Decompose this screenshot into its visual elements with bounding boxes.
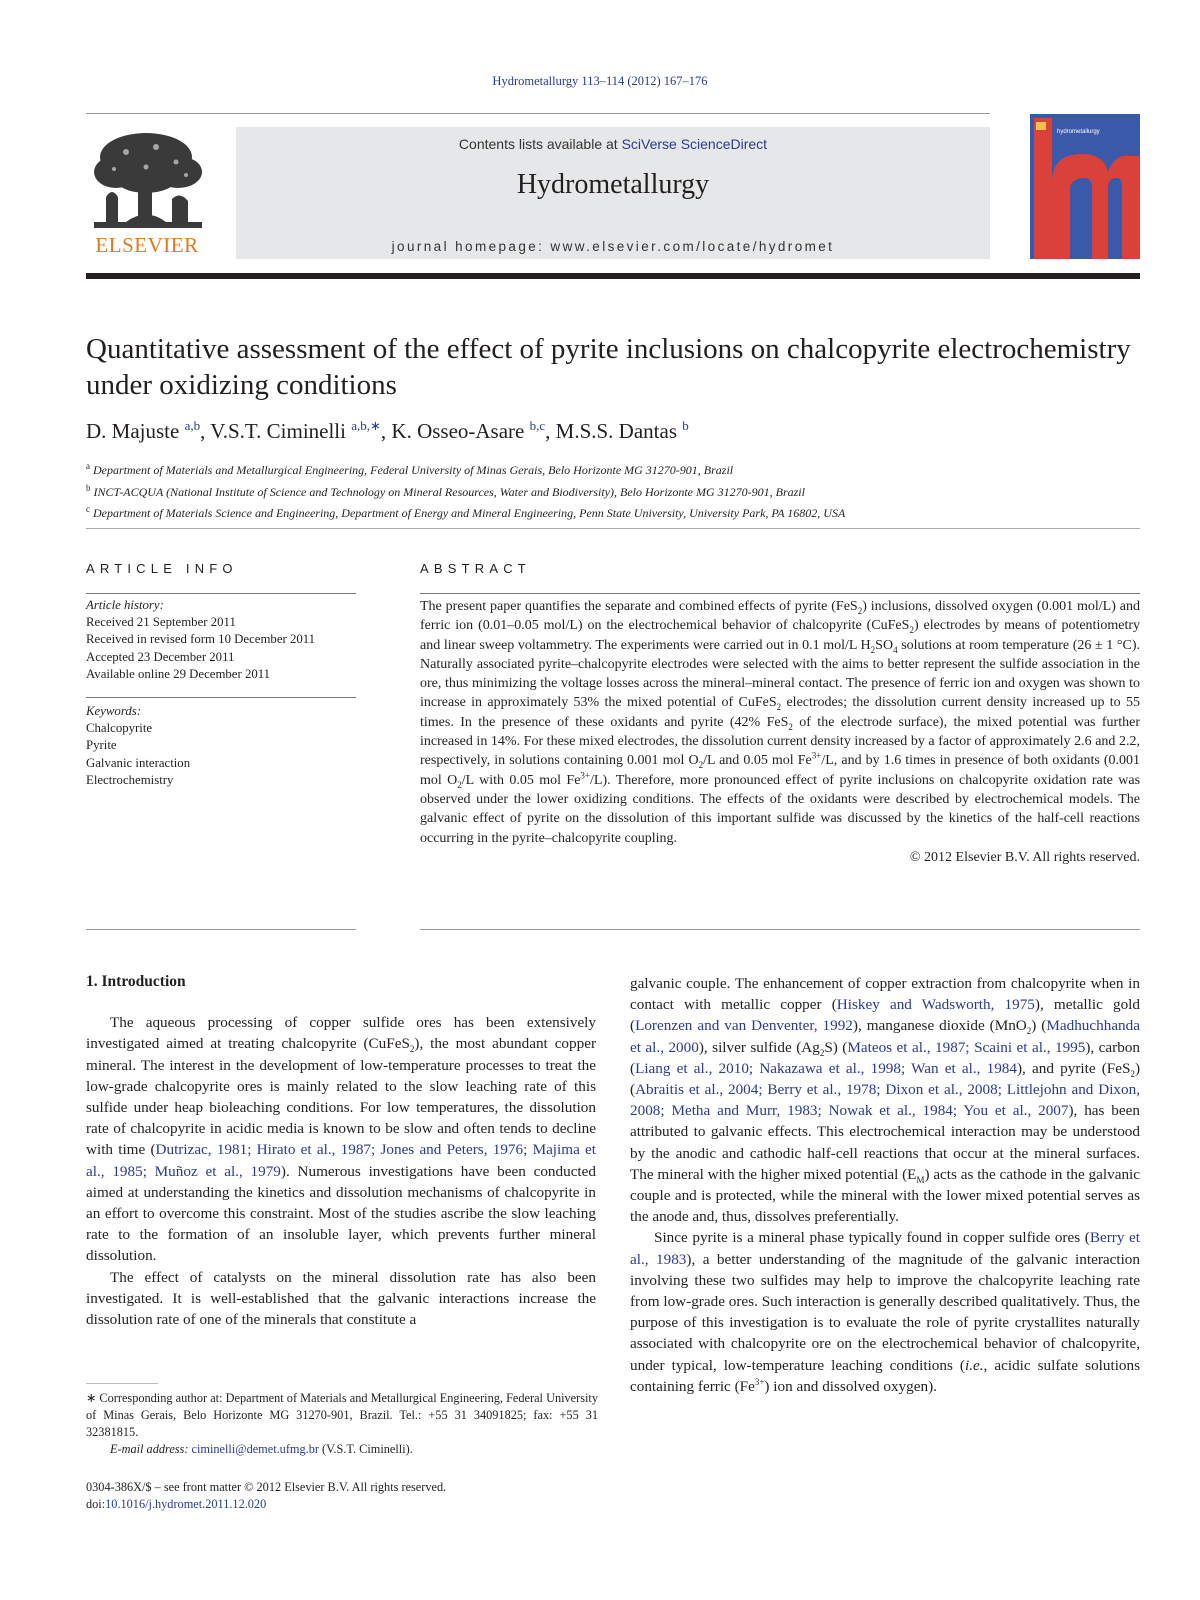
sciencedirect-link[interactable]: SciVerse ScienceDirect <box>621 136 768 152</box>
abstract-heading: ABSTRACT <box>420 561 531 576</box>
author-separator: , <box>200 419 211 443</box>
keyword[interactable]: Galvanic interaction <box>86 755 191 770</box>
affiliation-key: c <box>86 504 90 514</box>
author-name[interactable]: V.S.T. Ciminelli <box>210 419 346 443</box>
affiliation-key: a <box>86 461 90 471</box>
email-owner: (V.S.T. Ciminelli). <box>322 1442 413 1456</box>
history-item: Available online 29 December 2011 <box>86 666 271 681</box>
hydrometallurgy-cover-icon <box>1030 114 1140 259</box>
doi-line <box>86 1496 446 1513</box>
citation-link[interactable]: Dutrizac, 1981; Hirato et al., 1987; Jones and Peters, 1976; Majima et al., 1985; Muñoz et al., 1979 <box>86 1141 596 1180</box>
history-item: Received in revised form 10 December 2011 <box>86 632 316 647</box>
citation-link[interactable]: Lorenzen and van Denventer, 1992 <box>635 1017 853 1035</box>
citation-link[interactable]: Berry et al., 1983 <box>630 1229 1140 1268</box>
author-name[interactable]: D. Majuste <box>86 419 180 443</box>
article-info-rule <box>86 593 356 594</box>
body-paragraph: Since pyrite is a mineral phase typically found in copper sulfide ores (Berry et al., 1983), a better understanding of the magnitude of the galvanic interaction involving these two sulfides may help to improve the chalcopyrite leaching rate from low-grade ores. Such interaction is generally described qualitatively. Thus, the purpose of this investigation is to evaluate the role of pyrite crystallites naturally associated with chalcopyrite ore on the electrochemical behavior of chalcopyrite, under typical, low-temperature leaching conditions (i.e., acidic sulfate solutions containing ferric $(Fe^{3+})$ ion and dissolved oxygen). <box>630 1229 1141 1395</box>
citation-link[interactable]: Mateos et al., 1987; Scaini et al., 1995 <box>847 1038 1086 1056</box>
keyword[interactable]: Chalcopyrite <box>86 721 153 736</box>
header-thick-rule <box>86 273 1140 279</box>
doi-label: doi: <box>86 1497 106 1511</box>
abstract-rule <box>420 929 1140 930</box>
article-title: Quantitative assessment of the effect of pyrite inclusions on chalcopyrite electrochemistry under oxidizing conditions <box>86 333 1131 401</box>
issn-line: 0304-386X/$ – see front matter © 2012 Elsevier B.V. All rights reserved. <box>86 1480 447 1494</box>
citation-link[interactable]: Abraitis et al., 2004; Berry et al., 1978; Dixon et al., 2008; Littlejohn and Dixon, 2008; Metha and Murr, 1983; Nowak et al., 1984; You et al., 2007 <box>630 1081 1140 1120</box>
elsevier-tree-icon <box>86 127 208 233</box>
author-affiliation-marker[interactable]: a,b,∗ <box>351 418 381 433</box>
elsevier-wordmark: ELSEVIER <box>95 233 199 257</box>
corresponding-author-text: ∗ Corresponding author at: Department of Materials and Metallurgical Engineering, Federal University of Minas Gerais, Belo Horizonte MG 31270-901, Brazil. Tel.: +55 31 34091825; fax: +55 31 32381815. <box>86 1391 598 1439</box>
affiliations <box>86 458 1146 523</box>
journal-title: Hydrometallurgy <box>516 169 710 200</box>
corresponding-author-footnote <box>86 1390 598 1458</box>
keywords <box>86 703 356 789</box>
journal-citation[interactable]: Hydrometallurgy 113–114 (2012) 167–176 <box>492 74 708 88</box>
author-separator: , <box>380 419 392 443</box>
citation-link[interactable]: Madhuchhanda et al., 2000 <box>630 1017 1140 1056</box>
history-label: Article history: <box>86 598 164 612</box>
author-affiliation-marker[interactable]: b,c <box>529 418 546 433</box>
keywords-label: Keywords: <box>86 704 141 718</box>
body-column-left <box>86 971 596 1330</box>
author-affiliation-marker[interactable]: a,b <box>184 418 201 433</box>
article-info-rule <box>86 929 356 930</box>
history-item: Accepted 23 December 2011 <box>86 649 235 664</box>
contents-line <box>236 136 990 152</box>
body-paragraph: galvanic couple. The enhancement of copper extraction from chalcopyrite when in contact with metallic copper (Hiskey and Wadsworth, 1975), metallic gold (Lorenzen and van Denventer, 1992), manganese dioxide (MnO$_2$) (Madhuchhanda et al., 2000), silver sulfide $(Ag_2S)$ (Mateos et al., 1987; Scaini et al., 1995), carbon (Liang et al., 2010; Nakazawa et al., 1998; Wan et al., 1984), and pyrite (FeS$_2$) (Abraitis et al., 2004; Berry et al., 1978; Dixon et al., 2008; Littlejohn and Dixon, 2008; Metha and Murr, 1983; Nowak et al., 1984; You et al., 2007), has been attributed to galvanic effects. This electrochemical interaction may be understood by the anodic and cathodic half-cell reactions that occur at the mineral surfaces. The mineral with the higher mixed potential $(E_M)$ acts as the cathode in the galvanic couple and is protected, while the mineral with the lower mixed potential serves as the anode and, thus, dissolves preferentially. <box>630 975 1141 1226</box>
doi-link[interactable]: 10.1016/j.hydromet.2011.12.020 <box>105 1497 267 1511</box>
keyword[interactable]: Electrochemistry <box>86 772 174 787</box>
email-label: E-mail address: <box>110 1442 189 1456</box>
author-name[interactable]: K. Osseo-Asare <box>391 419 525 443</box>
keyword[interactable]: Pyrite <box>86 738 117 753</box>
article-info-rule <box>86 697 356 698</box>
citation-link[interactable]: Liang et al., 2010; Nakazawa et al., 1998; Wan et al., 1984 <box>635 1059 1017 1077</box>
body-paragraph: The effect of catalysts on the mineral dissolution rate has also been investigated. It is well-established that the galvanic interactions increase the dissolution rate of one of the minerals that constitute a <box>86 1268 596 1329</box>
history-item: Received 21 September 2011 <box>86 615 236 630</box>
journal-cover-thumbnail[interactable] <box>1030 114 1140 259</box>
affiliation-b <box>86 480 1146 502</box>
abstract-paragraph: The present paper quantifies the separate and combined effects of pyrite (FeS$_2$) inclusions, dissolved oxygen (0.001 mol/L) and ferric ion (0.01–0.05 mol/L) on the electrochemical behavior of chalcopyrite (CuFeS$_2$) electrodes by means of potentiometry and linear sweep voltammetry. The experiments were carried out in 0.1 mol/L $H_2SO_4$ solutions at room temperature (26 ± 1 °C). Naturally associated pyrite–chalcopyrite electrodes were selected with the aims to better represent the sulfide association in the ore, thus minimizing the voltage losses across the mineral–mineral contact. The presence of ferric ion and oxygen was shown to increase in approximately 53% the mixed potential of CuFeS$_2$ electrodes; the dissolution current density increased up to 55 times. In the presence of these oxidants and pyrite (42% FeS$_2$ of the electrode surface), the mixed potential was further increased in 14%. For these mixed electrodes, the dissolution current density increased by a factor of approximately 2.6 and 2.2, respectively, in solutions containing 0.001 mol $O_2/L$ and 0.05 mol $Fe^{3+}/L$, and by 1.6 times in presence of both oxidants (0.001 mol $O_2/L$ with 0.05 mol $Fe^{3+}/L$). Therefore, more pronounced effect of pyrite inclusions on chalcopyrite oxidation rate was observed under the lower oxidizing conditions. The effects of the oxidants were described by electrochemical models. The galvanic effect of pyrite on the dissolution of this important sulfide was discussed by the kinetics of the half-cell reactions occurring in the pyrite–chalcopyrite coupling. <box>420 599 1141 846</box>
body-paragraph: The aqueous processing of copper sulfide ores has been extensively investigated aimed at treating chalcopyrite (CuFeS$_2$), the most abundant copper mineral. The interest in the development of low-temperature processes to treat the low-grade chalcopyrite ores is mainly related to the slow leaching rate of this sulfide under heap bioleaching conditions. For low temperatures, the dissolution rate of chalcopyrite in acidic media is known to be slow and often tends to decline with time (Dutrizac, 1981; Hirato et al., 1987; Jones and Peters, 1976; Majima et al., 1985; Muñoz et al., 1979). Numerous investigations have been conducted aimed at understanding the kinetics and dissolution mechanisms of chalcopyrite in an effort to overcome this constraint. Most of the studies ascribe the slow leaching rate to the formation of an insoluble layer, which prevents further mineral dissolution. <box>86 1014 597 1265</box>
elsevier-logo[interactable] <box>86 127 208 259</box>
contents-prefix: Contents lists available at <box>458 136 622 152</box>
affiliation-a <box>86 458 1146 480</box>
affiliation-text: Department of Materials Science and Engineering, Department of Energy and Mineral Engineering, Penn State University, University Park, PA 16802, USA <box>93 506 846 520</box>
abstract-rule <box>420 593 1140 594</box>
author-name[interactable]: M.S.S. Dantas <box>555 419 678 443</box>
section-heading: 1. Introduction <box>86 973 186 990</box>
abstract-text <box>420 597 1140 867</box>
author-list <box>86 418 689 444</box>
author-separator: , <box>545 419 556 443</box>
section-divider <box>86 528 1140 529</box>
affiliation-text: Department of Materials and Metallurgical Engineering, Federal University of Minas Gerais, Belo Horizonte MG 31270-901, Brazil <box>93 463 734 477</box>
article-info-heading: ARTICLE INFO <box>86 561 238 576</box>
footnote-rule <box>86 1383 158 1384</box>
citation-link[interactable]: Hiskey and Wadsworth, 1975 <box>836 996 1035 1014</box>
affiliation-c <box>86 501 1146 523</box>
front-matter-footer <box>86 1479 446 1513</box>
email-link[interactable]: ciminelli@demet.ufmg.br <box>191 1442 319 1456</box>
journal-homepage[interactable]: journal homepage: www.elsevier.com/locate/hydromet <box>391 239 835 254</box>
email-line <box>86 1441 598 1458</box>
author-affiliation-marker[interactable]: b <box>682 418 689 433</box>
journal-masthead <box>236 127 990 259</box>
abstract-copyright: © 2012 Elsevier B.V. All rights reserved. <box>909 849 1140 865</box>
affiliation-key: b <box>86 482 91 493</box>
cover-label: hydrometallurgy <box>1057 129 1100 135</box>
header-divider <box>86 113 990 114</box>
affiliation-text: INCT-ACQUA (National Institute of Science and Technology on Mineral Resources, Water and Biodiversity), Belo Horizonte MG 31270-901, Brazil <box>93 484 805 499</box>
article-history <box>86 597 356 683</box>
body-column-right <box>630 973 1140 1397</box>
